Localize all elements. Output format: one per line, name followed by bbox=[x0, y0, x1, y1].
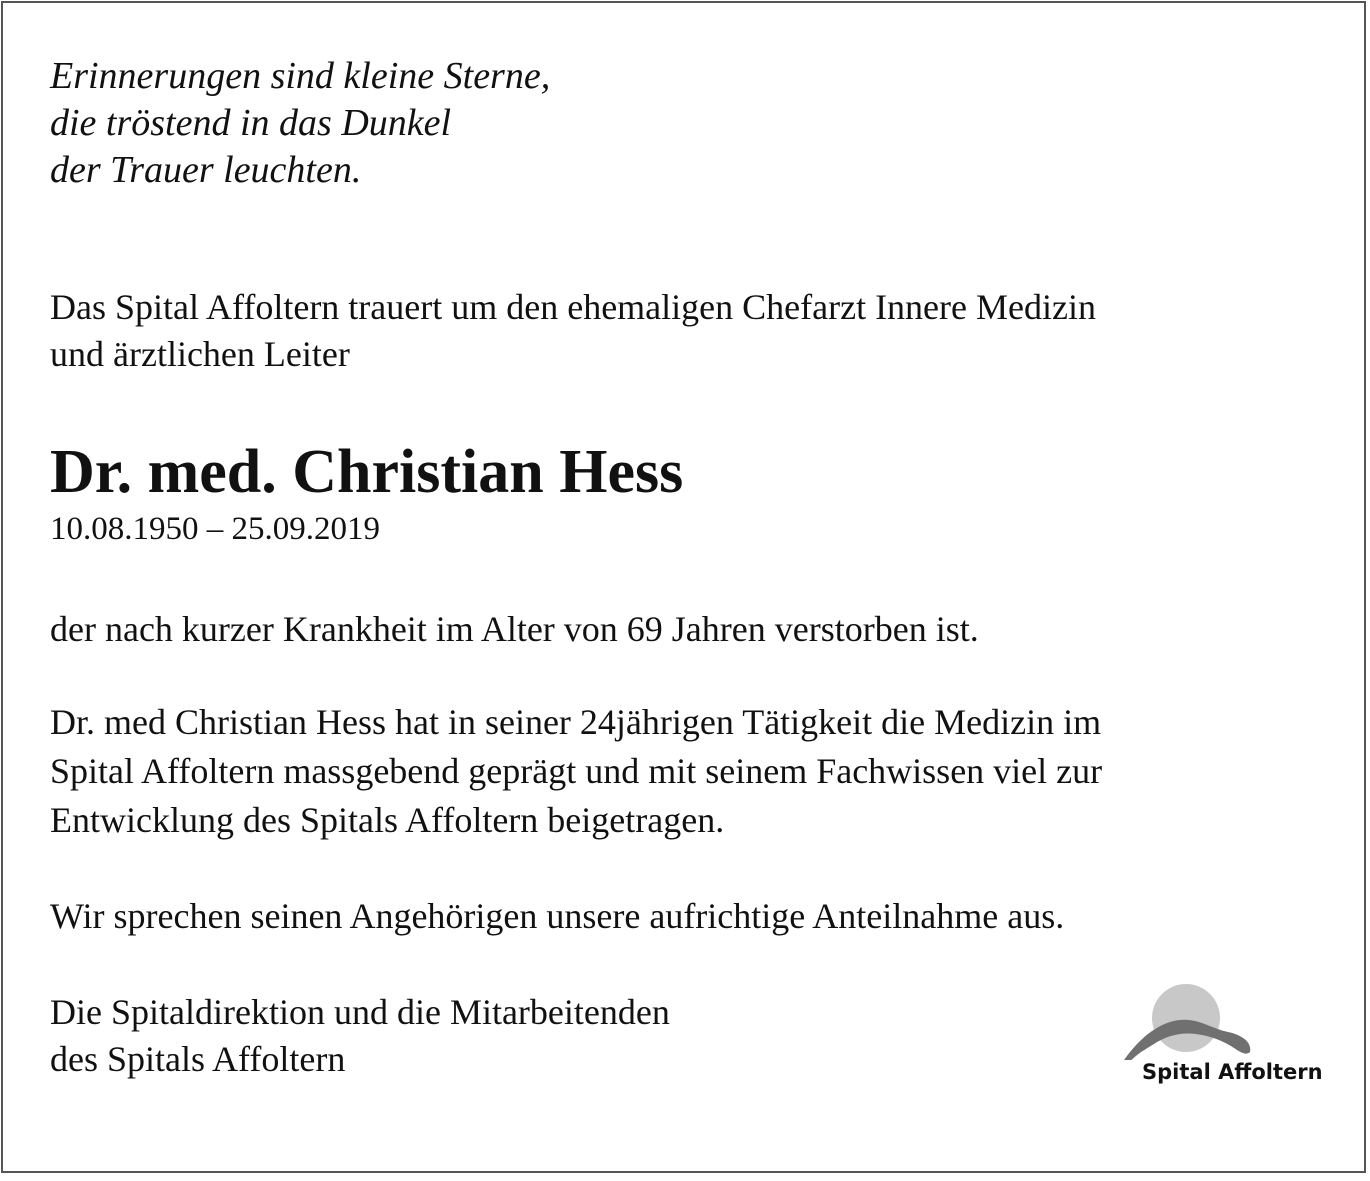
poem-line: Erinnerungen sind kleine Sterne, bbox=[50, 55, 551, 97]
tribute-line: Spital Affoltern massgebend geprägt und mit seinem Fachwissen viel zur bbox=[50, 751, 1103, 791]
condolence-text: Wir sprechen seinen Angehörigen unsere aufrichtige Anteilnahme aus. bbox=[50, 896, 1065, 936]
intro-line: und ärztlichen Leiter bbox=[50, 334, 350, 374]
tribute-line: Dr. med Christian Hess hat in seiner 24jährigen Tätigkeit die Medizin im bbox=[50, 702, 1102, 742]
intro-line: Das Spital Affoltern trauert um den ehemaligen Chefarzt Innere Medizin bbox=[50, 287, 1096, 327]
spital-affoltern-logo bbox=[1118, 980, 1323, 1110]
poem-line: die tröstend in das Dunkel bbox=[50, 102, 452, 144]
logo-mark-icon bbox=[1118, 980, 1323, 1060]
poem-line: der Trauer leuchten. bbox=[50, 149, 362, 191]
death-note: der nach kurzer Krankheit im Alter von 69 Jahren verstorben ist. bbox=[50, 609, 979, 649]
signature-line: des Spitals Affoltern bbox=[50, 1039, 346, 1079]
logo-text: Spital Affoltern bbox=[1142, 1060, 1323, 1084]
life-dates: 10.08.1950 – 25.09.2019 bbox=[50, 511, 380, 547]
tribute-line: Entwicklung des Spitals Affoltern beigetragen. bbox=[50, 800, 725, 840]
signature-line: Die Spitaldirektion und die Mitarbeitenden bbox=[50, 992, 670, 1032]
deceased-name: Dr. med. Christian Hess bbox=[50, 438, 684, 506]
